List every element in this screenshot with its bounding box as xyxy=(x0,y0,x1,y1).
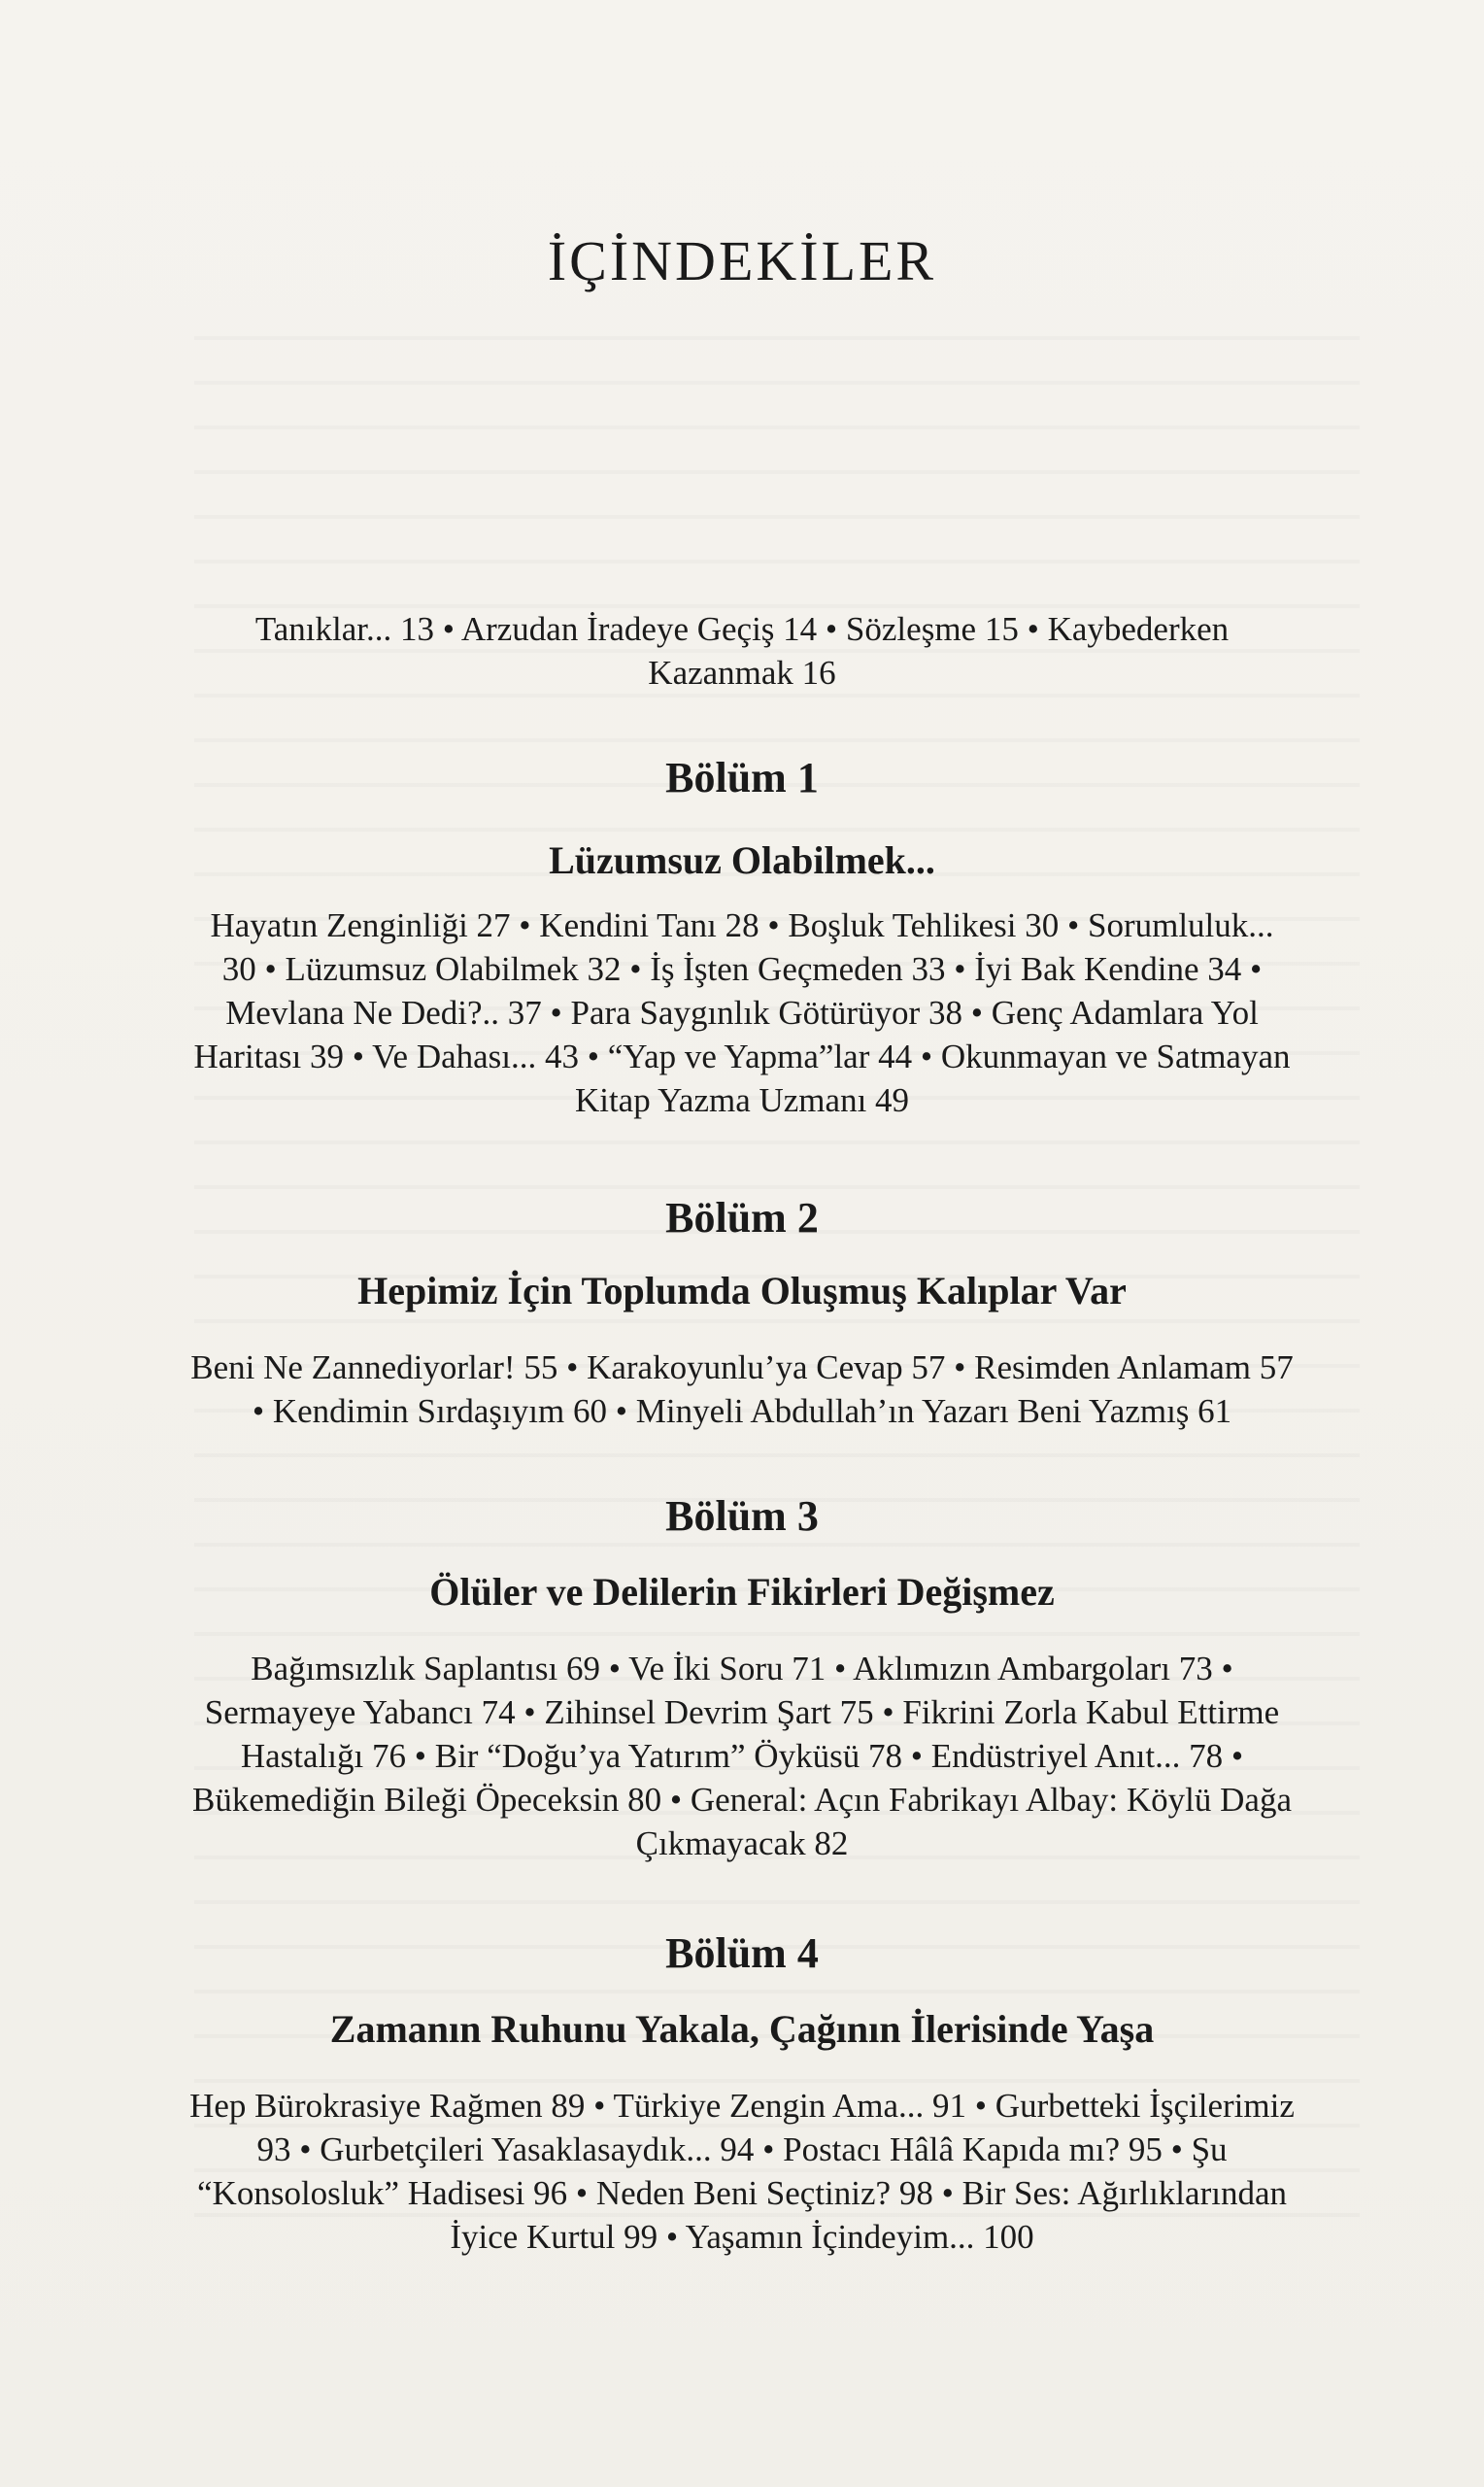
chapter-2-title: Hepimiz İçin Toplumda Oluşmuş Kalıplar Var xyxy=(357,1269,1127,1312)
chapter-3-label: Bölüm 3 xyxy=(665,1492,819,1540)
chapter-1-entries xyxy=(29,903,1455,1122)
toc-line: Kazanmak 16 xyxy=(648,654,836,692)
chapter-1-label: Bölüm 1 xyxy=(665,754,819,801)
chapter-4-title: Zamanın Ruhunu Yakala, Çağının İlerisinde Yaşa xyxy=(329,2007,1155,2051)
chapter-2-label: Bölüm 2 xyxy=(665,1194,819,1242)
intro-entries xyxy=(29,607,1455,695)
toc-line: Bükemediğin Bileği Öpeceksin 80 • General: Açın Fabrikayı Albay: Köylü Dağa xyxy=(191,1781,1292,1819)
toc-line: Hastalığı 76 • Bir “Doğu’ya Yatırım” Öyküsü 78 • Endüstriyel Anıt... 78 • xyxy=(240,1737,1244,1775)
chapter-4-label: Bölüm 4 xyxy=(665,1929,819,1977)
toc-line: Hayatın Zenginliği 27 • Kendini Tanı 28 • Boşluk Tehlikesi 30 • Sorumluluk... xyxy=(210,906,1274,944)
chapter-2-entries xyxy=(29,1346,1455,1433)
toc-line: 93 • Gurbetçileri Yasaklasaydık... 94 • Postacı Hâlâ Kapıda mı? 95 • Şu xyxy=(256,2130,1228,2168)
chapter-4-entries xyxy=(29,2084,1455,2259)
toc-line: Çıkmayacak 82 xyxy=(635,1824,849,1862)
toc-line: İyice Kurtul 99 • Yaşamın İçindeyim... 100 xyxy=(450,2218,1034,2256)
toc-line: Haritası 39 • Ve Dahası... 43 • “Yap ve Yapma”lar 44 • Okunmayan ve Satmayan xyxy=(193,1038,1291,1075)
toc-line: • Kendimin Sırdaşıyım 60 • Minyeli Abdullah’ın Yazarı Beni Yazmış 61 xyxy=(252,1392,1232,1430)
page-title: İÇİNDEKİLER xyxy=(547,229,937,292)
toc-line: Tanıklar... 13 • Arzudan İradeye Geçiş 14 • Sözleşme 15 • Kaybederken xyxy=(254,610,1230,648)
chapter-1-title: Lüzumsuz Olabilmek... xyxy=(549,838,935,882)
toc-line: 30 • Lüzumsuz Olabilmek 32 • İş İşten Geçmeden 33 • İyi Bak Kendine 34 • xyxy=(221,950,1263,988)
toc-line: “Konsolosluk” Hadisesi 96 • Neden Beni Seçtiniz? 98 • Bir Ses: Ağırlıklarından xyxy=(197,2174,1287,2212)
toc-line: Mevlana Ne Dedi?.. 37 • Para Saygınlık Götürüyor 38 • Genç Adamlara Yol xyxy=(225,994,1259,1032)
chapter-3-entries xyxy=(29,1647,1455,1865)
toc-line: Kitap Yazma Uzmanı 49 xyxy=(574,1081,910,1119)
toc-line: Bağımsızlık Saplantısı 69 • Ve İki Soru 71 • Aklımızın Ambargoları 73 • xyxy=(251,1650,1233,1687)
toc-line: Sermayeye Yabancı 74 • Zihinsel Devrim Şart 75 • Fikrini Zorla Kabul Ettirme xyxy=(204,1693,1280,1731)
chapter-3-title: Ölüler ve Delilerin Fikirleri Değişmez xyxy=(429,1570,1055,1614)
toc-line: Beni Ne Zannediyorlar! 55 • Karakoyunlu’ya Cevap 57 • Resimden Anlamam 57 xyxy=(190,1348,1294,1386)
toc-line: Hep Bürokrasiye Rağmen 89 • Türkiye Zengin Ama... 91 • Gurbetteki İşçilerimiz xyxy=(189,2087,1295,2125)
